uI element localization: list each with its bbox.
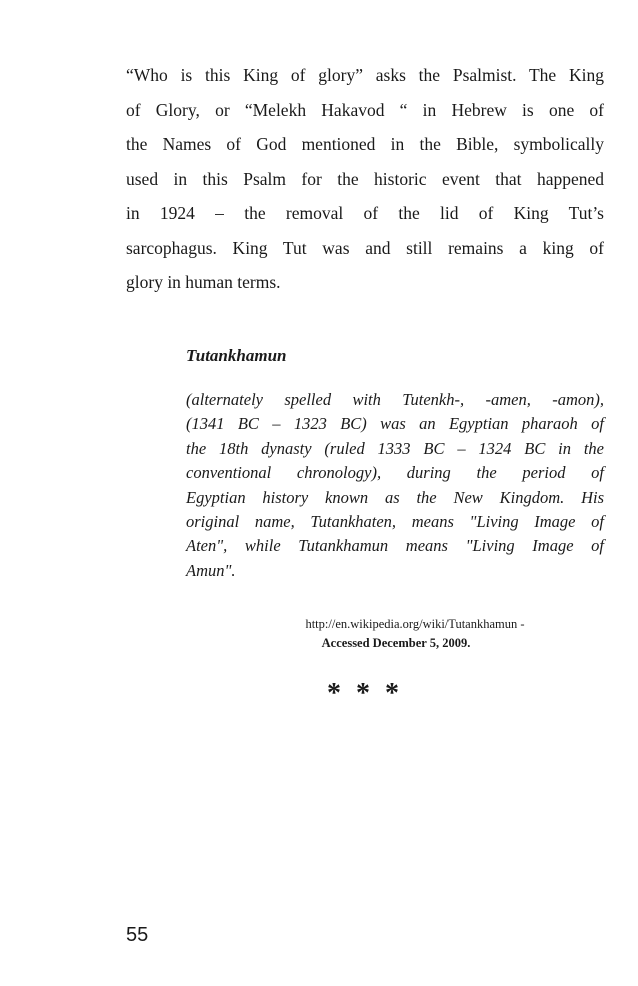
paragraph-line: of Glory, or “Melekh Hakavod “ in Hebrew is one of	[126, 99, 604, 120]
quote-title: Tutankhamun	[186, 346, 287, 365]
section-separator: * * *	[327, 678, 403, 709]
paragraph-line: “Who is this King of glory” asks the Psalmist. The King	[126, 65, 604, 85]
quote-line: original name, Tutankhaten, means "Living Image of	[186, 512, 604, 532]
quote-line: (1341 BC – 1323 BC) was an Egyptian pharaoh of	[186, 414, 604, 434]
page-number: 55	[126, 924, 149, 946]
quote-line: Egyptian history known as the New Kingdom. His	[186, 487, 604, 507]
paragraph-line: used in this Psalm for the historic event that happened	[126, 168, 604, 189]
citation-accessed-date: Accessed December 5, 2009.	[321, 636, 471, 650]
paragraph-line: the Names of God mentioned in the Bible, symbolically	[126, 134, 604, 154]
main-paragraph	[126, 58, 604, 300]
citation	[186, 615, 604, 653]
citation-url: http://en.wikipedia.org/wiki/Tutankhamun -	[305, 617, 525, 631]
quote-body	[186, 388, 604, 583]
quote-line: Amun".	[186, 560, 236, 580]
paragraph-line: in 1924 – the removal of the lid of King Tut’s	[126, 203, 604, 223]
paragraph-line: sarcophagus. King Tut was and still remains a king of	[126, 237, 604, 258]
quote-line: the 18th dynasty (ruled 1333 BC – 1324 BC in the	[186, 438, 604, 458]
quote-block	[186, 344, 604, 583]
quote-line: Aten", while Tutankhamun means "Living Image of	[186, 536, 604, 556]
quote-line: (alternately spelled with Tutenkh-, -amen, -amon),	[186, 390, 604, 409]
quote-line: conventional chronology), during the period of	[186, 463, 604, 483]
paragraph-line: glory in human terms.	[126, 272, 281, 292]
